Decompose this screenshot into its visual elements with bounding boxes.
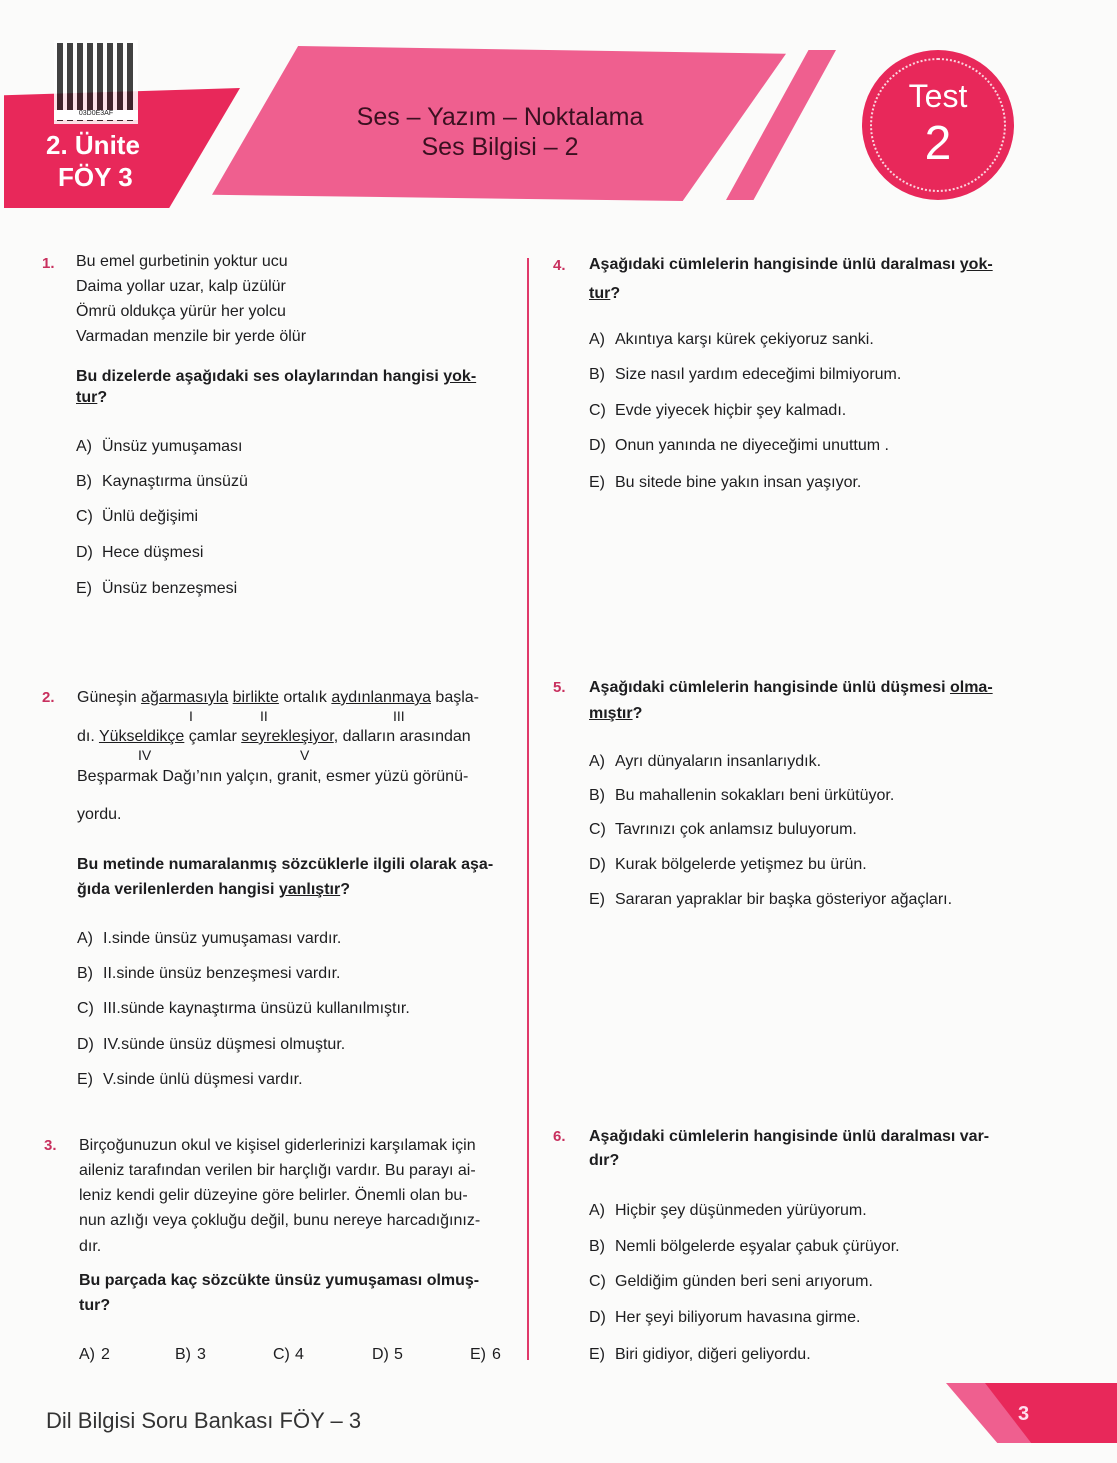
roman-numeral: V [300,747,310,763]
answer-option-c[interactable] [589,1272,873,1292]
option-text: Ayrı dünyaların insanlarıydık. [615,753,822,770]
passage-line: Birçoğunuzun okul ve kişisel giderlerinizi karşılamak için [79,1137,476,1154]
question-stem-cont: mıştır? [589,705,643,722]
poem-line: Bu emel gurbetinin yoktur ucu [76,253,288,270]
poem-line: Daima yollar uzar, kalp üzülür [76,278,286,295]
option-text: Evde yiyecek hiçbir şey kalmadı. [615,402,847,419]
option-text: 4 [295,1346,304,1363]
option-letter: D) [372,1346,389,1363]
option-letter: B) [175,1346,191,1363]
answer-option-b[interactable] [589,786,894,806]
title-line-1: Ses – Yazım – Noktalama [356,103,644,131]
option-text: 2 [101,1346,110,1363]
answer-option-e[interactable] [589,1345,811,1365]
option-letter: D) [589,437,606,454]
option-letter: B) [77,965,93,982]
unit-label: 2. Ünite [46,130,140,160]
option-letter: E) [77,1071,93,1088]
option-letter: A) [589,331,605,348]
answer-option-d[interactable] [77,1035,345,1055]
question-number: 3. [44,1137,57,1154]
roman-numeral: II [260,708,268,724]
answer-option-b[interactable] [77,964,340,984]
option-text: Biri gidiyor, diğeri geliyordu. [615,1346,811,1363]
option-text: Geldiğim günden beri seni arıyorum. [615,1273,873,1290]
passage-line: aileniz tarafından verilen bir harçlığı vardır. Bu parayı ai- [79,1162,476,1179]
option-text: Akıntıya karşı kürek çekiyoruz sanki. [615,331,874,348]
option-letter: C) [589,402,606,419]
option-text: 3 [197,1346,206,1363]
option-letter: D) [589,856,606,873]
passage-line: nun azlığı veya çokluğu değil, bunu nereye harcadığınız- [79,1212,481,1229]
answer-option-d[interactable] [76,543,203,563]
answer-option-b[interactable] [589,365,901,385]
passage-line: yordu. [77,806,122,823]
answer-option-b[interactable] [76,472,248,492]
answer-option-b[interactable] [589,1237,900,1257]
answer-option-c[interactable] [76,507,198,527]
test-badge [862,50,1014,200]
answer-option-d[interactable] [589,855,867,875]
option-letter: B) [589,366,605,383]
footer-book-title: Dil Bilgisi Soru Bankası FÖY – 3 [46,1408,362,1433]
question-stem-cont: tur? [76,389,108,406]
question-stem-cont: tur? [79,1297,111,1314]
option-text: II.sinde ünsüz benzeşmesi vardır. [103,965,341,982]
option-text: Tavrınızı çok anlamsız buluyorum. [615,821,857,838]
question-number: 6. [553,1128,566,1145]
question-stem: Aşağıdaki cümlelerin hangisinde ünlü daralması yok- [589,256,993,273]
answer-option-e[interactable] [77,1070,303,1090]
question-stem-cont: tur? [589,285,621,302]
passage-line: dı. Yükseldikçe çamlar seyrekleşiyor, dalların arasından [77,728,471,745]
option-text: 5 [394,1346,403,1363]
option-text: IV.sünde ünsüz düşmesi olmuştur. [103,1036,346,1053]
passage-line: Güneşin ağarmasıyla birlikte ortalık aydınlanmaya başla- [77,689,480,706]
question-stem-cont: ğıda verilenlerden hangisi yanlıştır? [77,881,350,898]
option-text: Hiçbir şey düşünmeden yürüyorum. [615,1202,867,1219]
option-letter: E) [589,474,605,491]
answer-option-e[interactable] [470,1345,501,1365]
answer-option-e[interactable] [76,579,237,599]
option-text: Ünsüz yumuşaması [102,438,243,455]
answer-option-a[interactable] [589,330,874,350]
question-stem: Bu dizelerde aşağıdaki ses olaylarından hangisi yok- [76,368,477,385]
roman-numeral: III [393,708,405,724]
option-text: Nemli bölgelerde eşyalar çabuk çürüyor. [615,1238,900,1255]
answer-option-d[interactable] [589,1308,860,1328]
answer-option-d[interactable] [589,436,889,456]
option-text: Hece düşmesi [102,544,204,561]
option-text: Bu sitede bine yakın insan yaşıyor. [615,474,862,491]
option-text: I.sinde ünsüz yumuşaması vardır. [103,930,342,947]
option-letter: C) [77,1000,94,1017]
option-text: Kurak bölgelerde yetişmez bu ürün. [615,856,867,873]
option-letter: C) [589,1273,606,1290]
option-letter: E) [589,1346,605,1363]
answer-option-a[interactable] [77,929,341,949]
option-text: III.sünde kaynaştırma ünsüzü kullanılmıştır. [103,1000,410,1017]
option-text: Her şeyi biliyorum havasına girme. [615,1309,861,1326]
question-stem: Bu metinde numaralanmış sözcüklerle ilgili olarak aşa- [77,856,494,873]
answer-option-a[interactable] [589,1201,867,1221]
answer-option-d[interactable] [372,1345,403,1365]
option-letter: A) [589,753,605,770]
answer-option-e[interactable] [589,890,952,910]
passage-line: Beşparmak Dağı’nın yalçın, granit, esmer yüzü görünü- [77,768,469,785]
question-number: 5. [553,679,566,696]
answer-option-c[interactable] [589,820,857,840]
question-stem: Bu parçada kaç sözcükte ünsüz yumuşaması olmuş- [79,1272,480,1289]
option-text: Kaynaştırma ünsüzü [102,473,248,490]
option-letter: E) [76,580,92,597]
option-letter: E) [470,1346,486,1363]
question-stem: Aşağıdaki cümlelerin hangisinde ünlü daralması var- [589,1128,990,1145]
question-stem-cont: dır? [589,1152,620,1169]
poem-line: Varmadan menzile bir yerde ölür [76,328,307,345]
option-letter: C) [273,1346,290,1363]
option-letter: C) [589,821,606,838]
question-number: 4. [553,257,566,274]
option-letter: B) [76,473,92,490]
answer-option-a[interactable] [76,437,243,457]
option-text: Sararan yapraklar bir başka gösteriyor ağaçları. [615,891,953,908]
passage-line: leniz kendi gelir düzeyine göre belirler. Önemli olan bu- [79,1187,468,1204]
answer-option-e[interactable] [589,473,861,493]
roman-numeral: I [189,708,193,724]
option-letter: A) [79,1346,95,1363]
column-divider [527,258,529,1360]
option-letter: B) [589,1238,605,1255]
option-text: Size nasıl yardım edeceğimi bilmiyorum. [615,366,902,383]
option-text: Bu mahallenin sokakları beni ürkütüyor. [615,787,895,804]
option-letter: E) [589,891,605,908]
answer-option-c[interactable] [77,999,410,1019]
question-stem: Aşağıdaki cümlelerin hangisinde ünlü düşmesi olma- [589,679,993,696]
test-number: 2 [924,117,952,170]
option-letter: D) [77,1036,94,1053]
option-text: 6 [492,1346,501,1363]
option-letter: C) [76,508,93,525]
passage-line: dır. [79,1238,102,1255]
option-letter: A) [76,438,92,455]
option-text: V.sinde ünlü düşmesi vardır. [103,1071,303,1088]
qr-code-label: 03D0E3AF [54,110,138,120]
test-label: Test [908,78,968,114]
option-letter: D) [76,544,93,561]
option-text: Ünsüz benzeşmesi [102,580,238,597]
question-number: 2. [42,689,55,706]
roman-numeral: IV [138,747,152,763]
foy-label: FÖY 3 [58,162,133,192]
title-line-2: Ses Bilgisi – 2 [421,133,579,161]
question-number: 1. [42,255,55,272]
page-number: 3 [1018,1403,1030,1425]
option-letter: A) [589,1202,605,1219]
answer-option-b[interactable] [175,1345,206,1365]
option-text: Onun yanında ne diyeceğimi unuttum . [615,437,889,454]
answer-option-c[interactable] [273,1345,304,1365]
option-letter: D) [589,1309,606,1326]
option-text: Ünlü değişimi [102,508,199,525]
answer-option-c[interactable] [589,401,846,421]
answer-option-a[interactable] [79,1345,110,1365]
answer-option-a[interactable] [589,752,821,772]
option-letter: A) [77,930,93,947]
poem-line: Ömrü oldukça yürür her yolcu [76,303,286,320]
option-letter: B) [589,787,605,804]
